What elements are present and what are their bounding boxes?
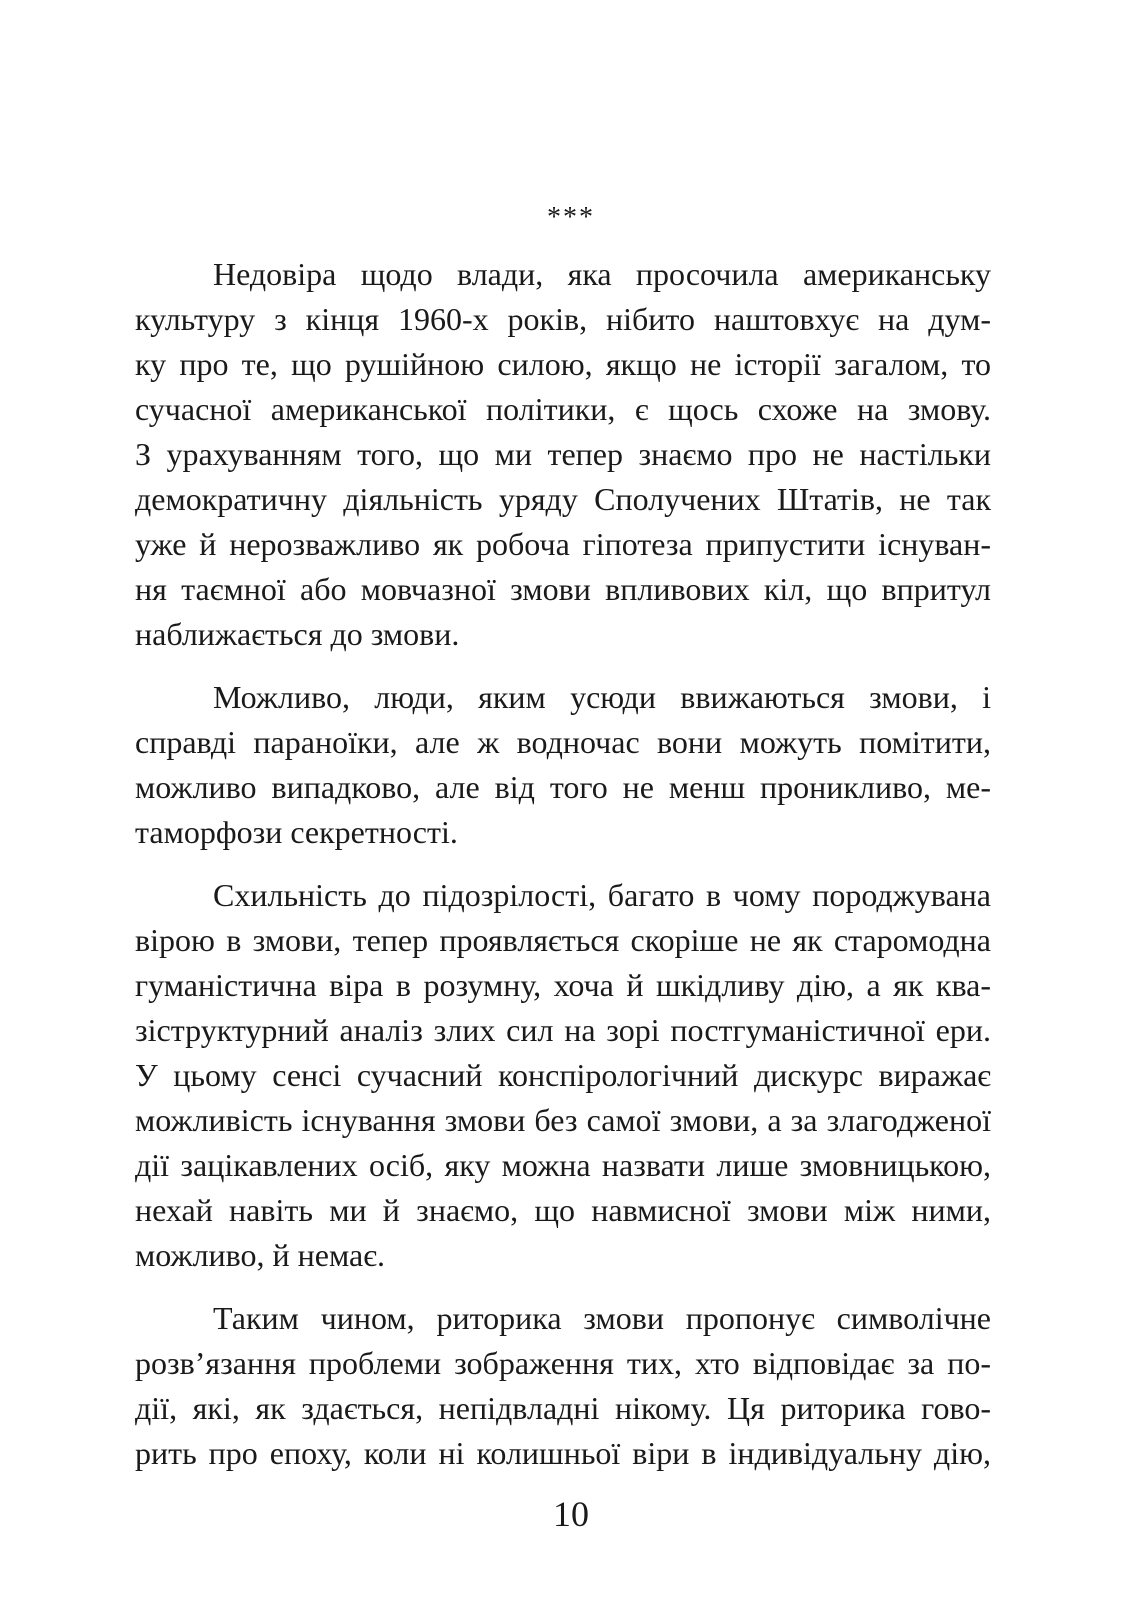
- text-line: ку про те, що рушійною силою, якщо не історії загалом, то: [135, 346, 991, 382]
- text-line: можливо випадково, але від того не менш проникливо, ме-: [135, 769, 991, 805]
- paragraph: [135, 873, 991, 1278]
- text-line: У цьому сенсі сучасний конспірологічний дискурс виражає: [135, 1057, 991, 1093]
- body-text: [135, 252, 991, 1494]
- page-number: 10: [553, 1494, 589, 1534]
- text-line: культуру з кінця 1960-х років, нібито наштовхує на дум-: [135, 301, 991, 337]
- text-line: дії, які, як здається, непідвладні нікому. Ця риторика гово-: [135, 1390, 991, 1426]
- text-line: нехай навіть ми й знаємо, що навмисної змови між ними,: [135, 1192, 991, 1228]
- text-line: Недовіра щодо влади, яка просочила американську: [213, 256, 991, 292]
- text-line: зіструктурний аналіз злих сил на зорі постгуманістичної ери.: [135, 1012, 991, 1048]
- text-line: сучасної американської політики, є щось схоже на змову.: [135, 391, 991, 427]
- text-line: Схильність до підозрілості, багато в чому породжувана: [213, 877, 991, 913]
- text-line: можливість існування змови без самої змови, а за злагодженої: [135, 1102, 991, 1138]
- text-line: наближається до змови.: [135, 616, 460, 652]
- text-line: Можливо, люди, яким усюди ввижаються змови, і: [213, 679, 991, 715]
- paragraph: [135, 675, 991, 855]
- text-line: ня таємної або мовчазної змови впливових кіл, що впритул: [135, 571, 991, 607]
- text-line: рить про епоху, коли ні колишньої віри в індивідуальну дію,: [135, 1435, 991, 1471]
- text-line: З урахуванням того, що ми тепер знаємо про не настільки: [135, 436, 991, 472]
- text-line: справді параноїки, але ж водночас вони можуть помітити,: [135, 724, 991, 760]
- text-line: таморфози секретності.: [135, 814, 458, 850]
- text-line: можливо, й немає.: [135, 1237, 385, 1273]
- text-line: Таким чином, риторика змови пропонує символічне: [213, 1300, 991, 1336]
- section-separator: ***: [547, 202, 595, 233]
- text-line: гуманістична віра в розумну, хоча й шкідливу дію, а як ква-: [135, 967, 991, 1003]
- paragraph: [135, 1296, 991, 1476]
- text-line: уже й нерозважливо як робоча гіпотеза припустити існуван-: [135, 526, 991, 562]
- text-line: вірою в змови, тепер проявляється скоріше не як старомодна: [135, 922, 991, 958]
- paragraph: [135, 252, 991, 657]
- text-line: розв’язання проблеми зображення тих, хто відповідає за по-: [135, 1345, 991, 1381]
- text-line: демократичну діяльність уряду Сполучених Штатів, не так: [135, 481, 991, 517]
- text-line: дії зацікавлених осіб, яку можна назвати лише змовницькою,: [135, 1147, 991, 1183]
